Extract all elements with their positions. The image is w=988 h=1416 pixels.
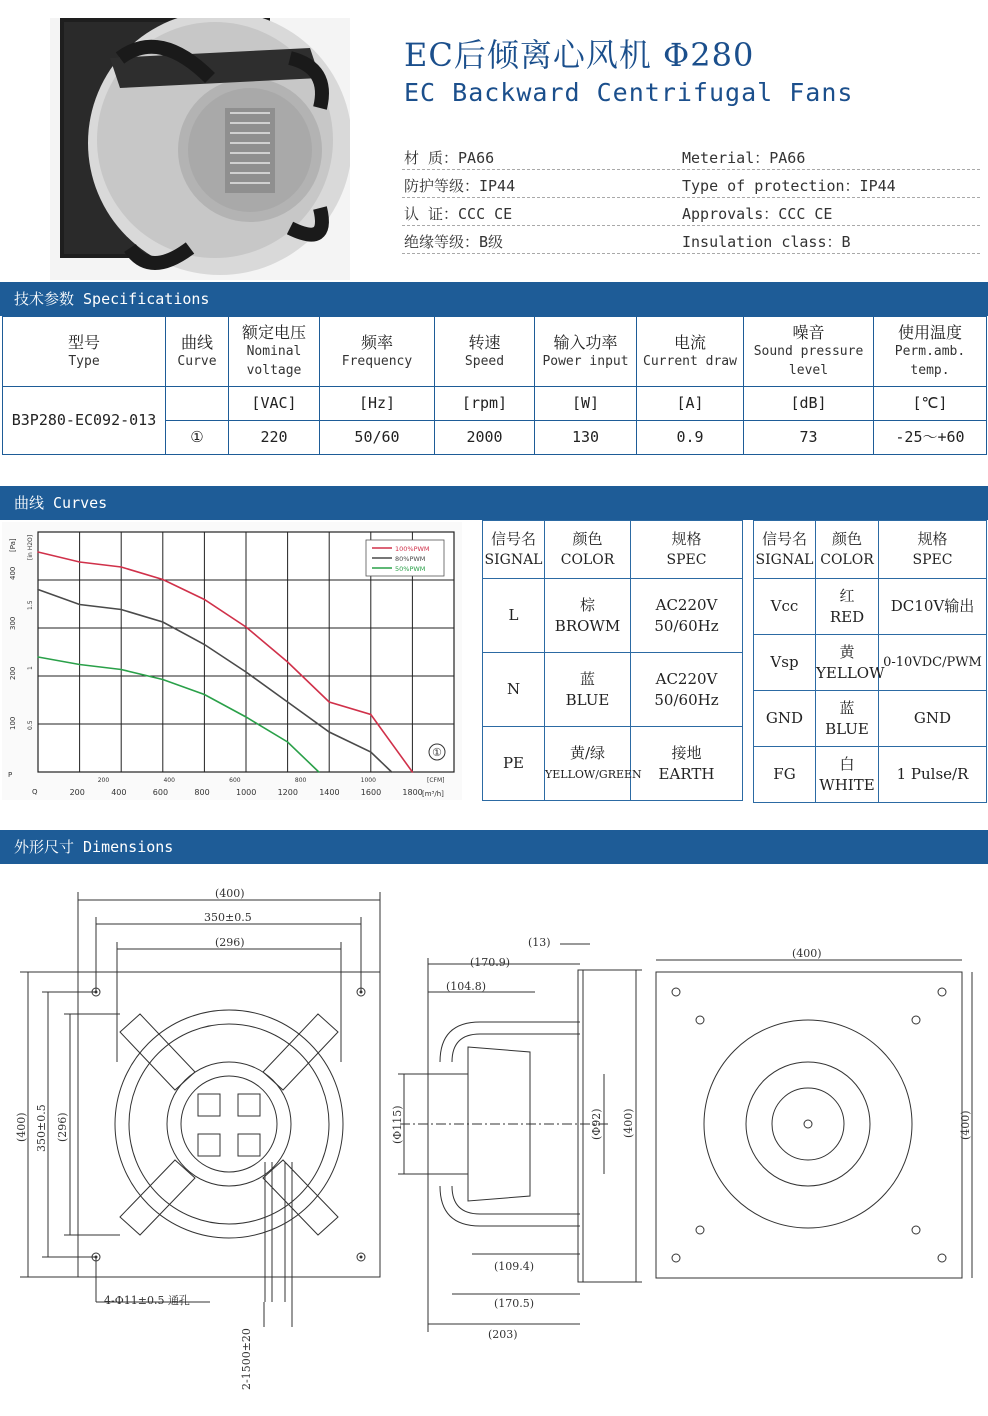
title-en: EC Backward Centrifugal Fans [404,78,854,107]
value-cell: 220 [229,421,320,455]
data-point [318,771,320,773]
data-point [79,604,81,606]
value-cell: ① [166,421,229,455]
dim-label: (400) [622,1108,635,1138]
axis-p-marker: P [8,771,13,779]
data-point [79,664,81,666]
value-cell: 130 [535,421,637,455]
dim-label: 350±0.5 [204,911,252,924]
section-curves: 曲线 Curves [0,486,988,520]
signal-row [483,727,743,801]
x2-tick-label: 1000 [360,777,376,784]
signal-header-row [483,521,743,579]
dim-label: (Φ92) [590,1108,603,1140]
back-view [656,960,972,1278]
data-point [204,599,206,601]
data-point [370,751,372,753]
wire-color: 蓝 BLUE [545,653,631,727]
data-point [162,621,164,623]
unit-cell: [W] [535,387,637,421]
wire-color: 白 WHITE [816,747,879,803]
specifications-table [2,316,987,455]
x-tick-label: 200 [69,788,85,797]
wire-color: 红 RED [816,579,879,635]
x-tick-label: 400 [111,788,127,797]
y2-axis-label: [in H2O] [27,534,34,560]
divider [402,197,980,198]
data-point [287,661,289,663]
y-tick-label: 300 [9,616,17,630]
signal-spec: 接地 EARTH [631,727,743,801]
dim-label: (203) [488,1328,518,1341]
signal-row [483,579,743,653]
y-tick-label: 200 [9,666,17,680]
signal-name: FG [754,747,816,803]
x2-tick-label: 200 [97,777,110,784]
signal-name: N [483,653,545,727]
x-axis-label: [m³/h] [422,790,444,798]
spec-header-row [3,317,987,387]
y2-tick-label: 1.5 [27,600,34,610]
section-specifications: 技术参数 Specifications [0,282,988,316]
dim-label: 2-1500±20 [240,1328,253,1390]
data-point [328,701,330,703]
divider [402,253,980,254]
signal-name: GND [754,691,816,747]
data-point [391,771,393,773]
signal-row [754,635,987,691]
divider [402,169,980,170]
x-tick-label: 800 [194,788,210,797]
dim-label: 350±0.5 [35,1104,48,1152]
signal-name: Vcc [754,579,816,635]
header-speed: 转速 Speed [435,317,535,387]
legend-label: 100%PWM [395,545,430,553]
header-type: 型号 Type [3,317,166,387]
prop-material-cn: 材 质：PA66 [404,149,495,167]
unit-cell: [rpm] [435,387,535,421]
data-point [287,701,289,703]
signal-row [754,747,987,803]
prop-material-en: Meterial：PA66 [682,149,806,167]
header-temp: 使用温度 Perm.amb. temp. [874,317,987,387]
dim-label: (400) [792,947,822,960]
y-tick-label: 100 [9,716,17,730]
data-point [287,741,289,743]
legend-label: 80%PWM [395,555,426,563]
dim-label: (400) [15,1112,28,1142]
dim-label: (400) [215,887,245,900]
signal-header-cell: 规格 SPEC [879,521,987,579]
legend-label: 50%PWM [395,565,426,573]
signal-header-cell: 信号名 SIGNAL [483,521,545,579]
header-power: 输入功率 Power input [535,317,637,387]
y2-tick-label: 0.5 [27,720,34,730]
divider [402,225,980,226]
data-point [328,731,330,733]
signal-header-cell: 颜色 COLOR [545,521,631,579]
prop-protection-en: Type of protection：IP44 [682,177,896,195]
y-axis-label: [Pa] [9,538,17,552]
header-curve: 曲线 Curve [166,317,229,387]
header-noise: 噪音 Sound pressure level [744,317,874,387]
prop-approvals-en: Approvals：CCC CE [682,205,833,223]
model-number: B3P280-EC092-013 [3,387,166,455]
signal-header-cell: 规格 SPEC [631,521,743,579]
prop-insulation-en: Insulation class：B [682,233,851,251]
dim-label: (170.5) [494,1297,535,1310]
section-dimensions: 外形尺寸 Dimensions [0,830,988,864]
dim-label: (Φ115) [391,1105,404,1144]
signal-spec: DC10V输出 [879,579,987,635]
data-point [245,671,247,673]
prop-insulation-cn: 绝缘等级：B级 [404,233,504,251]
dim-label: 4-Φ11±0.5 通孔 [104,1294,190,1307]
wire-color: 棕 BROWM [545,579,631,653]
x2-tick-label: 800 [294,777,307,784]
y2-tick-label: 1 [27,666,34,670]
data-point [79,561,81,563]
unit-cell: [Hz] [320,387,435,421]
data-point [120,566,122,568]
header-voltage: 额定电压 Nominal voltage [229,317,320,387]
data-point [37,551,39,553]
signal-name: L [483,579,545,653]
x-tick-label: 600 [152,788,169,797]
unit-cell: [℃] [874,387,987,421]
y-tick-label: 400 [9,566,17,580]
dim-label: (296) [56,1112,69,1142]
signal-name: PE [483,727,545,801]
data-point [162,679,164,681]
x2-axis-label: [CFM] [427,777,445,784]
value-cell: 2000 [435,421,535,455]
product-photo [50,18,350,280]
chart-svg [2,522,462,800]
dim-label: (13) [528,936,551,949]
prop-protection-cn: 防护等级：IP44 [404,177,516,195]
header-frequency: 频率 Frequency [320,317,435,387]
data-point [37,589,39,591]
x-tick-label: 1000 [236,788,257,797]
wire-color: 蓝 BLUE [816,691,879,747]
data-point [37,656,39,658]
data-point [204,644,206,646]
signal-name: Vsp [754,635,816,691]
value-cell: 73 [744,421,874,455]
value-cell: -25～+60 [874,421,987,455]
signal-spec: AC220V 50/60Hz [631,579,743,653]
axis-q-marker: Q [32,788,38,796]
performance-chart [2,522,462,800]
value-cell: 50/60 [320,421,435,455]
data-point [120,609,122,611]
title-cn: EC后倾离心风机 Φ280 [404,36,755,74]
signal-spec: 1 Pulse/R [879,747,987,803]
value-cell: 0.9 [637,421,744,455]
data-point [120,669,122,671]
signal-spec: 0-10VDC/PWM [879,635,987,691]
dim-label: (296) [215,936,245,949]
signal-spec: AC220V 50/60Hz [631,653,743,727]
spec-units-row [3,387,987,421]
signal-row [483,653,743,727]
signal-table-power [482,520,743,801]
data-point [245,626,247,628]
data-point [162,579,164,581]
header-current: 电流 Current draw [637,317,744,387]
signal-header-cell: 信号名 SIGNAL [754,521,816,579]
data-point [245,716,247,718]
curve-number-label: ① [432,746,442,759]
unit-cell: [dB] [744,387,874,421]
dim-label: (109.4) [494,1260,535,1273]
dim-label: (170.9) [470,956,511,969]
dimension-drawings [0,862,988,1412]
wire-color: 黄 YELLOW [816,635,879,691]
signal-row [754,691,987,747]
signal-row [754,579,987,635]
data-point [370,714,372,716]
signal-table-control [753,520,987,803]
unit-cell: [VAC] [229,387,320,421]
wire-color: 黄/绿 YELLOW/GREEN [545,727,631,801]
prop-approvals-cn: 认 证：CCC CE [404,205,513,223]
dim-label: (104.8) [446,980,487,993]
signal-header-row [754,521,987,579]
unit-cell [166,387,229,421]
x-tick-label: 1200 [277,788,298,797]
signal-spec: GND [879,691,987,747]
front-view [20,892,380,1327]
dim-label: (400) [959,1110,972,1140]
x-tick-label: 1600 [360,788,382,797]
unit-cell: [A] [637,387,744,421]
x-tick-label: 1400 [319,788,340,797]
side-view [398,944,642,1332]
data-point [204,694,206,696]
x-tick-label: 1800 [402,788,423,797]
signal-header-cell: 颜色 COLOR [816,521,879,579]
data-point [412,771,414,773]
x2-tick-label: 400 [163,777,175,784]
x2-tick-label: 600 [229,777,241,784]
